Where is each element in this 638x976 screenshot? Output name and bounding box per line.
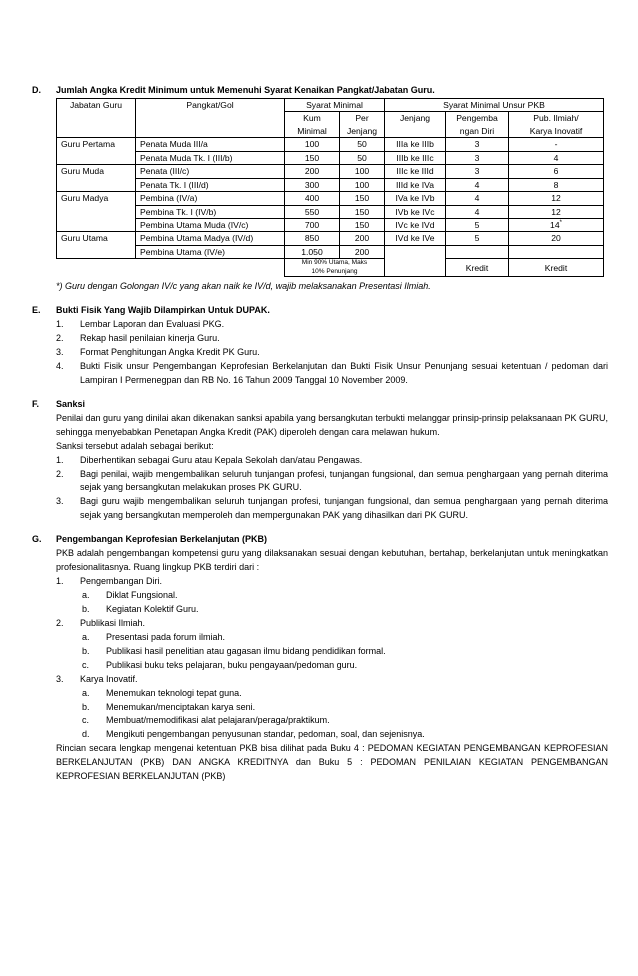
cell-jenjang: IIIc ke IIId bbox=[385, 165, 446, 178]
list-text: Pengembangan Diri. bbox=[80, 576, 163, 587]
cell-jabatan bbox=[57, 178, 136, 191]
table-row bbox=[57, 138, 604, 151]
cell-pangkat: Pembina (IV/a) bbox=[136, 192, 285, 205]
sub-list-letter: b. bbox=[82, 645, 90, 656]
cell-pub: - bbox=[509, 138, 604, 151]
header-pangkat: Pangkat/Gol bbox=[136, 98, 285, 137]
cell-jabatan: Guru Madya bbox=[57, 192, 136, 205]
header-syarat-pkb: Syarat Minimal Unsur PKB bbox=[385, 98, 604, 111]
section-g-title: Pengembangan Keprofesian Berkelanjutan (PKB) bbox=[56, 534, 268, 545]
cell-jenjang: IVa ke IVb bbox=[385, 192, 446, 205]
cell-jenjang: IVb ke IVc bbox=[385, 205, 446, 218]
section-e bbox=[32, 304, 608, 388]
list-item bbox=[56, 346, 608, 360]
sub-list-letter: d. bbox=[82, 729, 90, 740]
section-e-letter: E. bbox=[32, 305, 41, 316]
cell-diri: 3 bbox=[446, 138, 509, 151]
section-f-intro: Penilai dan guru yang dinilai akan dikenakan sanksi apabila yang bersangkutan terbukti melanggar prinsip-prinsip pelaksanaan PK GURU, sehingga menyebabkan Penetapan Angka Kredit (PAK) diperoleh dengan cara melawan hukum. bbox=[56, 412, 608, 437]
cell-pangkat: Penata Muda III/a bbox=[136, 138, 285, 151]
list-item bbox=[56, 673, 608, 687]
header-ngan-diri: ngan Diri bbox=[446, 125, 509, 138]
sub-list-letter: c. bbox=[82, 659, 90, 670]
list-text: Bagi penilai, wajib mengembalikan seluruh tunjangan profesi, tunjangan fungsional, dan semua penghargaan yang pernah diterima sejak yang bersangkutan melakukan proses PK GURU. bbox=[80, 468, 608, 493]
cell-pangkat: Pembina Utama Muda (IV/c) bbox=[136, 219, 285, 232]
sub-list-text: Publikasi buku teks pelajaran, buku pengayaan/pedoman guru. bbox=[106, 659, 358, 670]
section-d-title: Jumlah Angka Kredit Minimum untuk Memenuhi Syarat Kenaikan Pangkat/Jabatan Guru. bbox=[56, 85, 435, 95]
cell-kum: 300 bbox=[285, 178, 340, 191]
cell-pangkat: Penata Muda Tk. I (III/b) bbox=[136, 151, 285, 164]
list-number: 4. bbox=[56, 360, 64, 371]
cell-pub: 4 bbox=[509, 151, 604, 164]
angka-kredit-table bbox=[56, 98, 604, 277]
list-text: Publikasi Ilmiah. bbox=[80, 617, 146, 628]
list-item bbox=[56, 468, 608, 496]
list-text: Bagi guru wajib mengembalikan seluruh tunjangan profesi, tunjangan fungsional, dan semua penghargaan yang pernah diterima sejak yang bersangkutan memperoleh dan mempergunakan PAK yang dihasilkan dari PK GURU. bbox=[80, 496, 608, 521]
section-f-letter: F. bbox=[32, 398, 40, 409]
list-text: Karya Inovatif. bbox=[80, 673, 138, 684]
sub-list-text: Menemukan teknologi tepat guna. bbox=[106, 687, 242, 698]
footer-min-note bbox=[285, 259, 385, 277]
cell-diri bbox=[446, 245, 509, 258]
list-item bbox=[56, 454, 608, 468]
header-jenjang2: Jenjang bbox=[385, 112, 446, 138]
sub-list-text: Diklat Fungsional. bbox=[106, 590, 178, 600]
table-row bbox=[57, 232, 604, 245]
cell-kum: 1.050 bbox=[285, 245, 340, 258]
sub-list-item bbox=[56, 701, 608, 715]
section-e-title: Bukti Fisik Yang Wajib Dilampirkan Untuk DUPAK. bbox=[56, 305, 270, 316]
header-per: Per bbox=[340, 112, 385, 125]
cell-jabatan bbox=[57, 205, 136, 218]
header-jabatan: Jabatan Guru bbox=[57, 98, 136, 137]
sub-list-letter: a. bbox=[82, 590, 90, 600]
cell-pub: 12 bbox=[509, 205, 604, 218]
cell-pangkat: Pembina Utama (IV/e) bbox=[136, 245, 285, 258]
cell-kum: 700 bbox=[285, 219, 340, 232]
cell-diri: 5 bbox=[446, 219, 509, 232]
cell-pangkat: Pembina Tk. I (IV/b) bbox=[136, 205, 285, 218]
list-number: 1. bbox=[56, 576, 64, 587]
list-number: 3. bbox=[56, 496, 64, 507]
cell-pub: 12 bbox=[509, 192, 604, 205]
cell-per: 200 bbox=[340, 245, 385, 258]
cell-pub-with-mark bbox=[509, 219, 604, 232]
table-row bbox=[57, 205, 604, 218]
cell-per: 100 bbox=[340, 178, 385, 191]
list-text: Lembar Laporan dan Evaluasi PKG. bbox=[80, 319, 225, 330]
cell-jabatan: Guru Utama bbox=[57, 232, 136, 245]
cell-jenjang bbox=[385, 245, 446, 276]
cell-kum: 100 bbox=[285, 138, 340, 151]
cell-jabatan bbox=[57, 219, 136, 232]
table-row bbox=[57, 178, 604, 191]
list-text: Bukti Fisik unsur Pengembangan Keprofesian Berkelanjutan dan Bukti Fisik Unsur Penunjang sesuai ketentuan / pedoman dari Lampiran I Permenegpan dan RB No. 16 Tahun 2009 Tanggal 10 November 2009. bbox=[80, 360, 608, 385]
sub-list-letter: c. bbox=[82, 715, 90, 726]
header-jenjang: Jenjang bbox=[340, 125, 385, 138]
list-number: 1. bbox=[56, 454, 64, 465]
cell-per: 100 bbox=[340, 165, 385, 178]
sub-list-item bbox=[56, 645, 608, 659]
section-f-title: Sanksi bbox=[56, 398, 86, 409]
cell-pub: 14 bbox=[550, 220, 560, 231]
sub-list-item bbox=[56, 589, 608, 603]
sub-list-letter: b. bbox=[82, 603, 90, 614]
header-pub: Pub. Ilmiah/ bbox=[509, 112, 604, 125]
list-item bbox=[56, 360, 608, 388]
section-d-letter: D. bbox=[32, 85, 41, 95]
cell-per: 150 bbox=[340, 192, 385, 205]
sub-list-text: Mengikuti pengembangan penyusunan standar, pedoman, soal, dan sejenisnya. bbox=[106, 729, 425, 740]
table-row bbox=[57, 151, 604, 164]
header-minimal: Minimal bbox=[285, 125, 340, 138]
list-text: Format Penghitungan Angka Kredit PK Guru. bbox=[80, 347, 260, 357]
list-number: 2. bbox=[56, 468, 64, 479]
cell-pub: 6 bbox=[509, 165, 604, 178]
sub-list-letter: a. bbox=[82, 687, 90, 698]
sub-list-text: Kegiatan Kolektif Guru. bbox=[106, 603, 199, 614]
cell-per: 150 bbox=[340, 219, 385, 232]
cell-pub: 20 bbox=[509, 232, 604, 245]
sub-list-item bbox=[56, 687, 608, 701]
table-header-row bbox=[57, 98, 604, 111]
cell-kum: 200 bbox=[285, 165, 340, 178]
header-karya: Karya Inovatif bbox=[509, 125, 604, 138]
cell-kum: 150 bbox=[285, 151, 340, 164]
asterisk-mark: * bbox=[559, 220, 562, 227]
cell-kum: 400 bbox=[285, 192, 340, 205]
footer-kredit-2: Kredit bbox=[509, 259, 604, 277]
table-row bbox=[57, 219, 604, 232]
sub-list-text: Publikasi hasil penelitian atau gagasan ilmu bidang pendidikan formal. bbox=[106, 645, 386, 656]
table-row bbox=[57, 165, 604, 178]
cell-pangkat: Penata Tk. I (III/d) bbox=[136, 178, 285, 191]
sub-list-item bbox=[56, 659, 608, 673]
sub-list-item bbox=[56, 728, 608, 742]
header-syarat-minimal: Syarat Minimal bbox=[285, 98, 385, 111]
cell-jenjang: IIIb ke IIIc bbox=[385, 151, 446, 164]
section-f-intro2: Sanksi tersebut adalah sebagai berikut: bbox=[56, 440, 214, 451]
cell-pangkat: Penata (III/c) bbox=[136, 165, 285, 178]
sub-list-item bbox=[56, 631, 608, 645]
sub-list-letter: b. bbox=[82, 701, 90, 712]
table-row bbox=[57, 245, 604, 258]
cell-jabatan: Guru Muda bbox=[57, 165, 136, 178]
section-g-letter: G. bbox=[32, 534, 42, 545]
document-page bbox=[32, 84, 608, 794]
list-item bbox=[56, 332, 608, 346]
section-d bbox=[32, 84, 608, 294]
list-text: Rekap hasil penilaian kinerja Guru. bbox=[80, 333, 220, 344]
cell-pub bbox=[509, 245, 604, 258]
cell-per: 150 bbox=[340, 205, 385, 218]
cell-per: 50 bbox=[340, 151, 385, 164]
cell-jenjang: IIId ke IVa bbox=[385, 178, 446, 191]
section-f bbox=[32, 398, 608, 523]
sub-list-text: Membuat/memodifikasi alat pelajaran/peraga/praktikum. bbox=[106, 715, 330, 726]
cell-diri: 4 bbox=[446, 205, 509, 218]
list-item bbox=[56, 617, 608, 631]
cell-per: 200 bbox=[340, 232, 385, 245]
list-number: 3. bbox=[56, 673, 64, 684]
sub-list-letter: a. bbox=[82, 631, 90, 642]
list-item bbox=[56, 495, 608, 523]
footer-min-line2: 10% Penunjang bbox=[311, 267, 358, 275]
cell-jenjang: IVd ke IVe bbox=[385, 232, 446, 245]
cell-pangkat: Pembina Utama Madya (IV/d) bbox=[136, 232, 285, 245]
sub-list-item bbox=[56, 603, 608, 617]
list-number: 1. bbox=[56, 319, 64, 330]
cell-kum: 550 bbox=[285, 205, 340, 218]
list-text: Diberhentikan sebagai Guru atau Kepala Sekolah dan/atau Pengawas. bbox=[80, 454, 363, 465]
header-pengemba: Pengemba bbox=[446, 112, 509, 125]
cell-pub: 8 bbox=[509, 178, 604, 191]
sub-list-item bbox=[56, 714, 608, 728]
sub-list-text: Menemukan/menciptakan karya seni. bbox=[106, 701, 256, 712]
cell-diri: 4 bbox=[446, 192, 509, 205]
list-item bbox=[56, 318, 608, 332]
section-g-intro: PKB adalah pengembangan kompetensi guru yang dilaksanakan sesuai dengan kebutuhan, bertahap, berkelanjutan untuk meningkatkan profesionalitasnya. Ruang lingkup PKB terdiri dari : bbox=[56, 548, 608, 573]
list-number: 2. bbox=[56, 333, 64, 344]
list-item bbox=[56, 575, 608, 589]
footer-kredit-1: Kredit bbox=[446, 259, 509, 277]
table-row bbox=[57, 192, 604, 205]
footer-blank bbox=[57, 259, 285, 277]
cell-jabatan bbox=[57, 151, 136, 164]
cell-diri: 4 bbox=[446, 178, 509, 191]
cell-per: 50 bbox=[340, 138, 385, 151]
list-number: 3. bbox=[56, 347, 64, 357]
footer-min-line1: Min 90% Utama, Maks bbox=[301, 259, 368, 267]
table-footer-row bbox=[57, 259, 604, 277]
sub-list-text: Presentasi pada forum ilmiah. bbox=[106, 631, 226, 642]
cell-jabatan: Guru Pertama bbox=[57, 138, 136, 151]
cell-diri: 3 bbox=[446, 151, 509, 164]
cell-jenjang: IIIa ke IIIb bbox=[385, 138, 446, 151]
cell-jenjang: IVc ke IVd bbox=[385, 219, 446, 232]
table-footnote: *) Guru dengan Golongan IV/c yang akan naik ke IV/d, wajib melaksanakan Presentasi Ilmiah. bbox=[56, 281, 431, 292]
section-g bbox=[32, 533, 608, 784]
cell-jabatan bbox=[57, 245, 136, 258]
list-number: 2. bbox=[56, 617, 64, 628]
cell-diri: 5 bbox=[446, 232, 509, 245]
cell-diri: 3 bbox=[446, 165, 509, 178]
cell-kum: 850 bbox=[285, 232, 340, 245]
section-g-closing: Rincian secara lengkap mengenai ketentuan PKB bisa dilihat pada Buku 4 : PEDOMAN KEGIATAN PENGEMBANGAN KEPROFESIAN BERKELANJUTAN (PKB) DAN ANGKA KREDITNYA dan Buku 5 : PEDOMAN PENILAIAN KEGIATAN PENGEMBANGAN KEPROFESIAN BERKELANJUTAN (PKB) bbox=[56, 743, 608, 782]
header-kum: Kum bbox=[285, 112, 340, 125]
